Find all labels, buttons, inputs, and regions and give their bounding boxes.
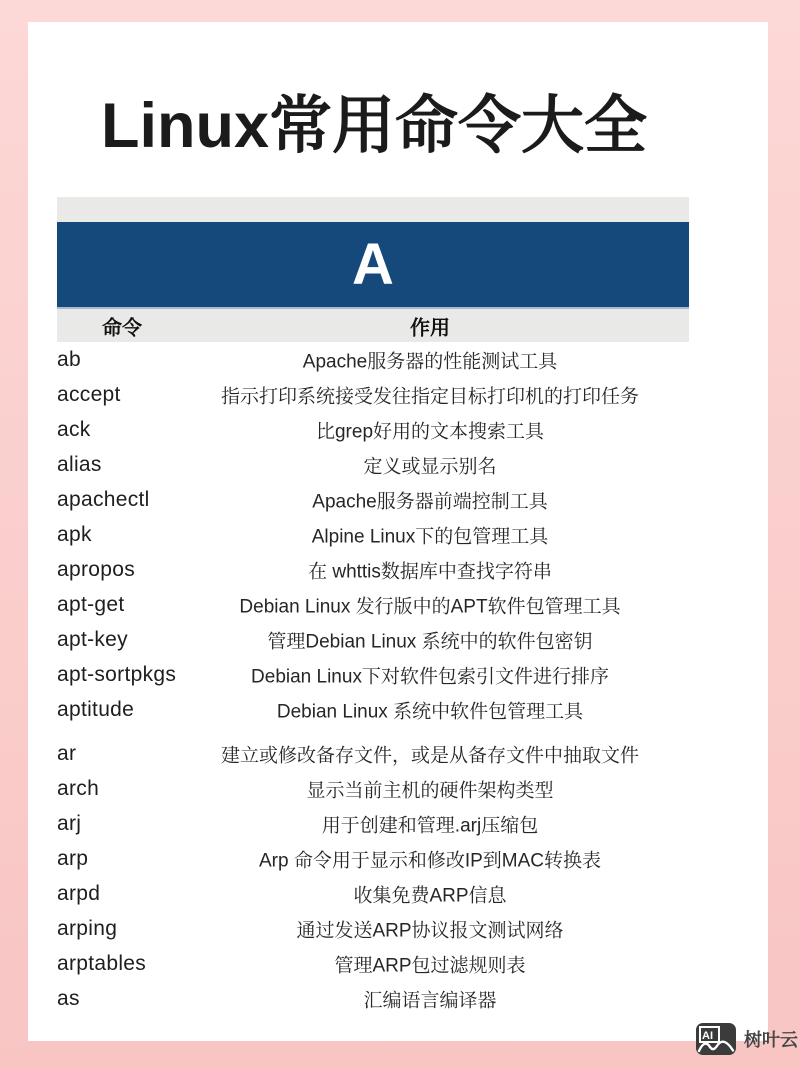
command-cell: ack (57, 417, 91, 441)
table-row (57, 342, 689, 377)
action-cell: 收集免费ARP信息 (353, 885, 507, 906)
table-row (57, 552, 689, 587)
table-row (57, 587, 689, 622)
command-cell: arp (57, 846, 89, 870)
watermark (695, 1022, 798, 1056)
command-cell: arch (57, 776, 100, 800)
section-letter-bar (57, 222, 689, 309)
action-cell: 管理ARP包过滤规则表 (334, 955, 526, 976)
table-row (57, 736, 689, 771)
action-cell: Debian Linux 系统中软件包管理工具 (276, 701, 584, 722)
command-cell: arptables (57, 951, 147, 975)
table-row (57, 517, 689, 552)
command-cell: arpd (57, 881, 101, 905)
section-letter: A (352, 231, 394, 297)
svg-text:AI: AI (702, 1030, 713, 1042)
table-row (57, 981, 689, 1016)
action-cell: 比grep好用的文本搜索工具 (315, 421, 545, 442)
table-row (57, 657, 689, 692)
action-cell: 通过发送ARP协议报文测试网络 (296, 920, 564, 941)
command-cell: apk (57, 522, 92, 546)
command-cell: arping (57, 916, 118, 940)
action-cell: 汇编语言编译器 (363, 990, 497, 1011)
table-row (57, 841, 689, 876)
action-cell: Debian Linux 发行版中的APT软件包管理工具 (239, 596, 621, 617)
action-cell: 用于创建和管理.arj压缩包 (321, 815, 539, 836)
action-cell: 管理Debian Linux 系统中的软件包密钥 (267, 631, 593, 652)
table-row (57, 412, 689, 447)
table-row (57, 876, 689, 911)
action-cell: Debian Linux下对软件包索引文件进行排序 (251, 666, 609, 687)
command-cell: aptitude (57, 697, 135, 721)
command-cell: ab (57, 347, 81, 371)
command-cell: apt-sortpkgs (57, 662, 177, 686)
command-cell: apachectl (57, 487, 150, 511)
watermark-brand: 树叶云 (744, 1030, 798, 1050)
action-cell: 建立或修改备存文件，或是从备存文件中抽取文件 (220, 745, 639, 766)
command-cell: accept (57, 382, 121, 406)
command-table (57, 197, 689, 1020)
command-cell: arj (57, 811, 82, 835)
action-cell: 指示打印系统接受发往指定目标打印机的打印任务 (220, 386, 639, 407)
table-top-band (57, 197, 689, 222)
command-cell: apt-get (57, 592, 125, 616)
command-cell: as (57, 986, 80, 1010)
table-row (57, 911, 689, 946)
table-row (57, 692, 689, 727)
table-row (57, 377, 689, 412)
header-action: 作用 (410, 317, 450, 339)
ai-image-icon (695, 1022, 737, 1056)
table-header-row (57, 309, 689, 342)
header-command: 命令 (102, 317, 142, 339)
table-row (57, 622, 689, 657)
action-cell: Apache服务器前端控制工具 (312, 491, 548, 512)
table-body (57, 342, 689, 1020)
command-cell: apt-key (57, 627, 128, 651)
action-cell: 定义或显示别名 (363, 456, 497, 477)
page-title: Linux常用命令大全 (101, 91, 647, 161)
table-row (57, 771, 689, 806)
table-row (57, 946, 689, 981)
content-card (28, 22, 768, 1041)
table-row (57, 806, 689, 841)
command-cell: apropos (57, 557, 135, 581)
action-cell: 显示当前主机的硬件架构类型 (306, 780, 554, 801)
action-cell: Alpine Linux下的包管理工具 (311, 526, 549, 547)
action-cell: Arp 命令用于显示和修改IP到MAC转换表 (258, 850, 602, 871)
table-row (57, 482, 689, 517)
table-row (57, 447, 689, 482)
action-cell: Apache服务器的性能测试工具 (302, 351, 558, 372)
command-cell: ar (57, 741, 77, 765)
action-cell: 在 whttis数据库中查找字符串 (308, 561, 552, 582)
command-cell: alias (57, 452, 102, 476)
